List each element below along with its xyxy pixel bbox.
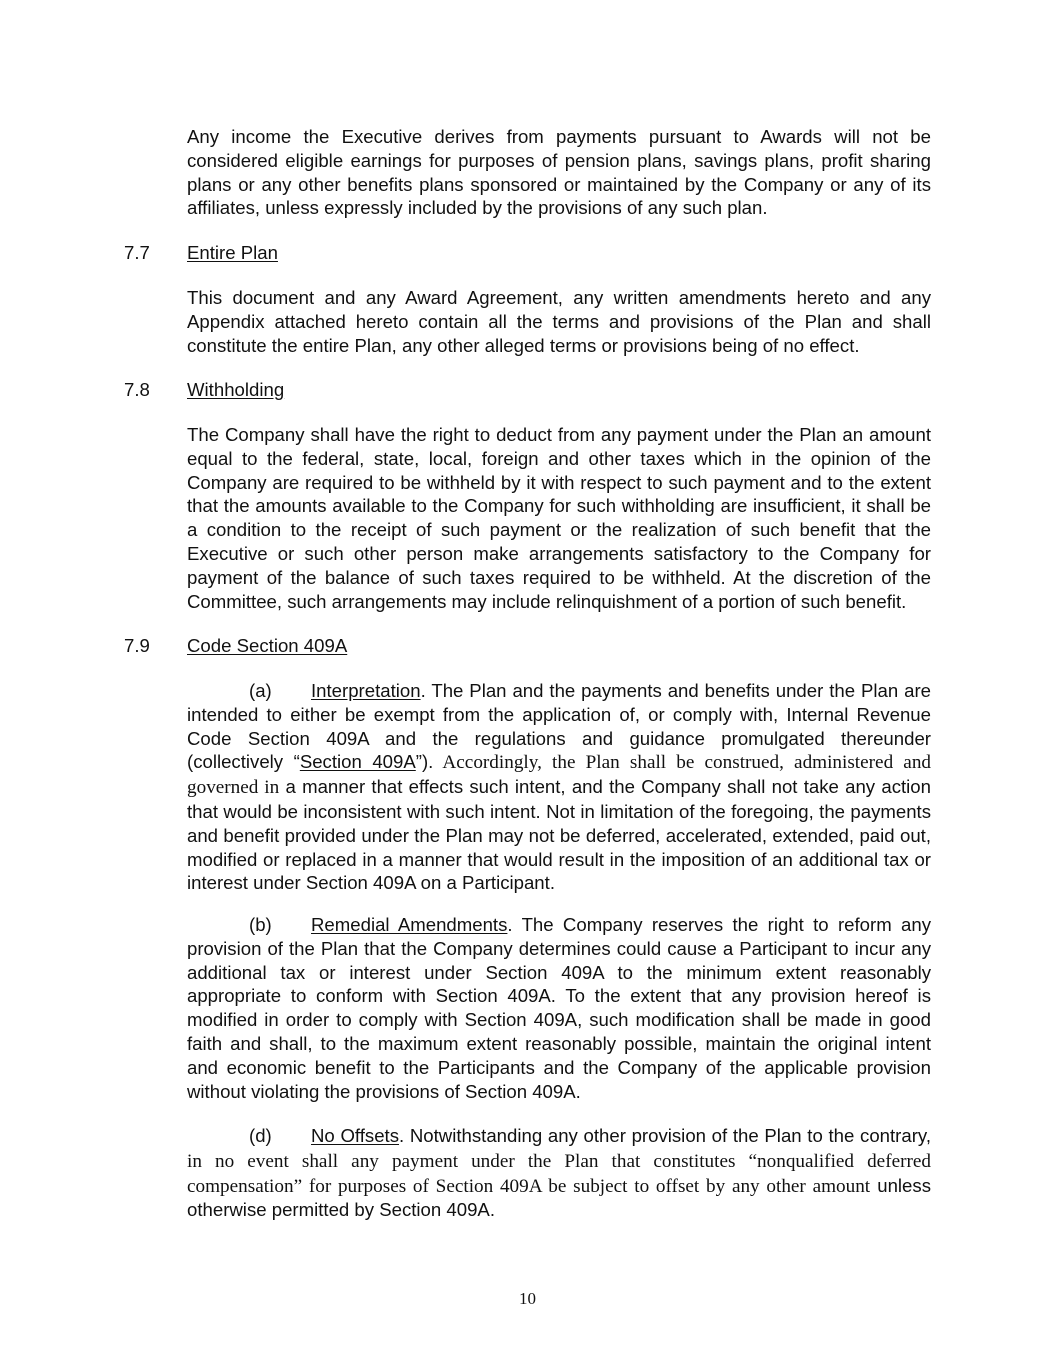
subsection-b	[187, 913, 931, 1103]
subsection-title: Remedial Amendments	[311, 914, 508, 935]
intro-paragraph: Any income the Executive derives from payments pursuant to Awards will not be considered eligible earnings for purposes of pension plans, savings plans, profit sharing plans or any other benefits plans sponsored or maintained by the Company or any of its affiliates, unless expressly included by the provisions of any such plan.	[187, 126, 931, 219]
subsection-text: a manner that effects such intent, and the Company shall not take any action that would be inconsistent with such intent. Not in limitation of the foregoing, the payments and benefit provided under the Plan may not be deferred, accelerated, extended, paid out, modified or replaced in a manner that would result in the imposition of an additional tax or interest under Section 409A on a Participant.	[187, 776, 931, 894]
section-number: 7.9	[124, 635, 150, 656]
subsection-a	[187, 679, 931, 895]
subsection-text: in no event shall any payment under the Plan that constitutes “nonqualified deferred compensation” for purposes of Section 409A be subject to offset by any other amount	[187, 1150, 931, 1197]
section-number: 7.8	[124, 379, 150, 400]
section-7-7-body: This document and any Award Agreement, any written amendments hereto and any Appendix attached hereto contain all the terms and provisions of the Plan and shall constitute the entire Plan, any other alleged terms or provisions being of no effect.	[187, 287, 931, 356]
section-title: Code Section 409A	[187, 635, 348, 656]
subsection-text: . The Company reserves the right to reform any provision of the Plan that the Company determines could cause a Participant to incur any additional tax or interest under Section 409A to the minimum extent reasonably appropriate to conform with Section 409A. To the extent that any provision hereof is modified in order to comply with Section 409A, such modification shall be made in good faith and shall, to the maximum extent reasonably possible, maintain the original intent and economic benefit to the Participants and the Company of the applicable provision without violating the provisions of Section 409A.	[187, 914, 932, 1102]
subsection-text: Accordingly, the Plan shall be construed, administered and governed in	[187, 752, 932, 799]
subsection-text: ”).	[415, 751, 434, 773]
section-number: 7.7	[124, 242, 150, 263]
subsection-title: No Offsets	[311, 1125, 400, 1146]
section-heading-7-7	[124, 241, 278, 265]
section-title: Entire Plan	[187, 242, 278, 263]
section-title: Withholding	[187, 379, 285, 400]
subsection-letter: (d)	[249, 1125, 272, 1146]
defined-term: Section 409A	[299, 751, 416, 773]
subsection-text: . The Plan and the payments and benefits under the Plan are intended to either be exempt from the application of, or comply with, Internal Revenue Code Section 409A and the regulations and guidance promulgated thereunder (collectively “	[187, 680, 931, 773]
subsection-letter: (a)	[249, 680, 272, 701]
subsection-title: Interpretation	[311, 680, 421, 701]
subsection-text: . Notwithstanding any other provision of the Plan to the contrary,	[399, 1125, 931, 1146]
section-7-8-body: The Company shall have the right to deduct from any payment under the Plan an amount equal to the federal, state, local, foreign and other taxes which in the opinion of the Company are required to be withheld by it with respect to such payment and to the extent that the amounts available to the Company for such withholding are insufficient, it shall be a condition to the receipt of such payment or the realization of such benefit that the Executive or such other person make arrangements satisfactory to the Company for payment of the balance of such taxes required to be withheld. At the discretion of the Committee, such arrangements may include relinquishment of a portion of such benefit.	[187, 424, 931, 612]
subsection-d	[187, 1124, 931, 1222]
subsection-letter: (b)	[249, 914, 272, 935]
page-number: 10	[519, 1289, 536, 1308]
subsection-text: unless otherwise permitted by Section 409A.	[187, 1174, 931, 1221]
section-heading-7-8	[124, 378, 284, 402]
section-heading-7-9	[124, 634, 347, 658]
